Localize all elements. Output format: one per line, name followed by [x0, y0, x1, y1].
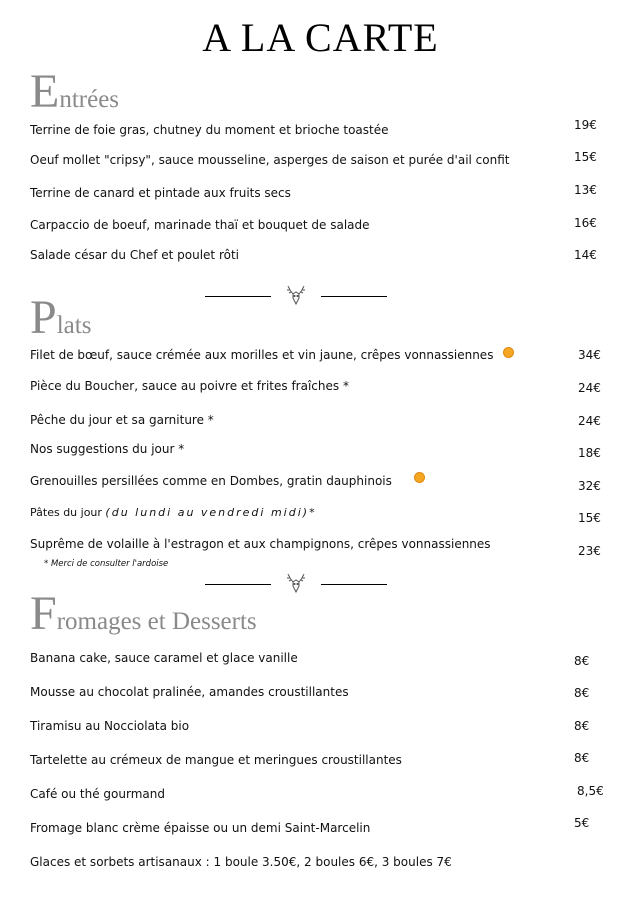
menu-item-price: 15€ — [574, 150, 597, 164]
menu-item-price: 8€ — [574, 751, 590, 765]
menu-item-name — [30, 474, 425, 488]
menu-item-asterisk: * — [309, 506, 315, 519]
menu-item-price: 8,5€ — [577, 784, 604, 798]
menu-item-name: Pêche du jour et sa garniture * — [30, 413, 214, 427]
menu-item-price: 19€ — [574, 118, 597, 132]
menu-item-name: Café ou thé gourmand — [30, 787, 165, 801]
stag-head-icon — [285, 284, 307, 306]
heading-rest: ntrées — [59, 86, 120, 113]
menu-item-name: Glaces et sorbets artisanaux : 1 boule 3.50€, 2 boules 6€, 3 boules 7€ — [30, 855, 452, 869]
menu-item-name: Fromage blanc crème épaisse ou un demi Saint-Marcelin — [30, 821, 371, 835]
heading-rest: romages et Desserts — [56, 608, 257, 635]
stag-head-icon — [285, 572, 307, 594]
footnote: * Merci de consulter l'ardoise — [44, 559, 169, 569]
menu-item-name: Salade césar du Chef et poulet rôti — [30, 248, 240, 262]
menu-item-price: 34€ — [578, 348, 601, 362]
menu-item-price: 18€ — [578, 446, 601, 460]
orange-dot-icon — [414, 472, 425, 483]
menu-item-availability: (du lundi au vendredi midi) — [105, 506, 310, 519]
menu-item-name: Tartelette au crémeux de mangue et meringues croustillantes — [30, 753, 402, 767]
menu-item-name: Nos suggestions du jour * — [30, 442, 185, 456]
menu-item-name: Banana cake, sauce caramel et glace vanille — [30, 651, 298, 665]
menu-item-price: 23€ — [578, 544, 601, 558]
section-divider — [205, 284, 387, 306]
menu-item-label: Grenouilles persillées comme en Dombes, gratin dauphinois — [30, 474, 392, 488]
menu-item-price: 13€ — [574, 183, 597, 197]
divider-line-right — [321, 584, 387, 585]
menu-item-price: 8€ — [574, 654, 590, 668]
heading-initial: E — [30, 65, 60, 118]
menu-item-name: Terrine de canard et pintade aux fruits secs — [30, 186, 291, 200]
menu-item-name — [30, 506, 315, 519]
menu-item-price: 16€ — [574, 216, 597, 230]
menu-item-name: Tiramisu au Nocciolata bio — [30, 719, 190, 733]
divider-line-left — [205, 296, 271, 297]
divider-line-right — [321, 296, 387, 297]
heading-initial: F — [30, 587, 57, 640]
menu-item-label: Filet de bœuf, sauce crémée aux morilles et vin jaune, crêpes vonnassiennes — [30, 348, 494, 362]
menu-item-price: 8€ — [574, 686, 590, 700]
menu-item-price: 15€ — [578, 511, 601, 525]
orange-dot-icon — [503, 347, 514, 358]
menu-item-price: 8€ — [574, 719, 590, 733]
section-heading-plats — [30, 291, 92, 344]
menu-item-name: Oeuf mollet "cripsy", sauce mousseline, asperges de saison et purée d'ail confit — [30, 153, 510, 167]
menu-item-price: 32€ — [578, 479, 601, 493]
menu-item-price: 14€ — [574, 248, 597, 262]
section-heading-desserts — [30, 587, 257, 640]
menu-item-price: 5€ — [574, 816, 590, 830]
menu-item-name: Pièce du Boucher, sauce au poivre et frites fraîches * — [30, 379, 349, 393]
menu-item-label: Pâtes du jour — [30, 506, 106, 519]
section-heading-entrees — [30, 65, 120, 118]
heading-initial: P — [30, 291, 57, 344]
menu-item-name: Mousse au chocolat pralinée, amandes croustillantes — [30, 685, 349, 699]
menu-item-price: 24€ — [578, 381, 601, 395]
menu-title: A LA CARTE — [202, 15, 439, 60]
menu-item-name — [30, 348, 514, 362]
menu-item-price: 24€ — [578, 414, 601, 428]
menu-item-name: Suprême de volaille à l'estragon et aux champignons, crêpes vonnassiennes — [30, 537, 491, 551]
menu-item-name: Terrine de foie gras, chutney du moment et brioche toastée — [30, 123, 389, 137]
menu-item-name: Carpaccio de boeuf, marinade thaï et bouquet de salade — [30, 218, 370, 232]
heading-rest: lats — [56, 312, 92, 339]
divider-line-left — [205, 584, 271, 585]
